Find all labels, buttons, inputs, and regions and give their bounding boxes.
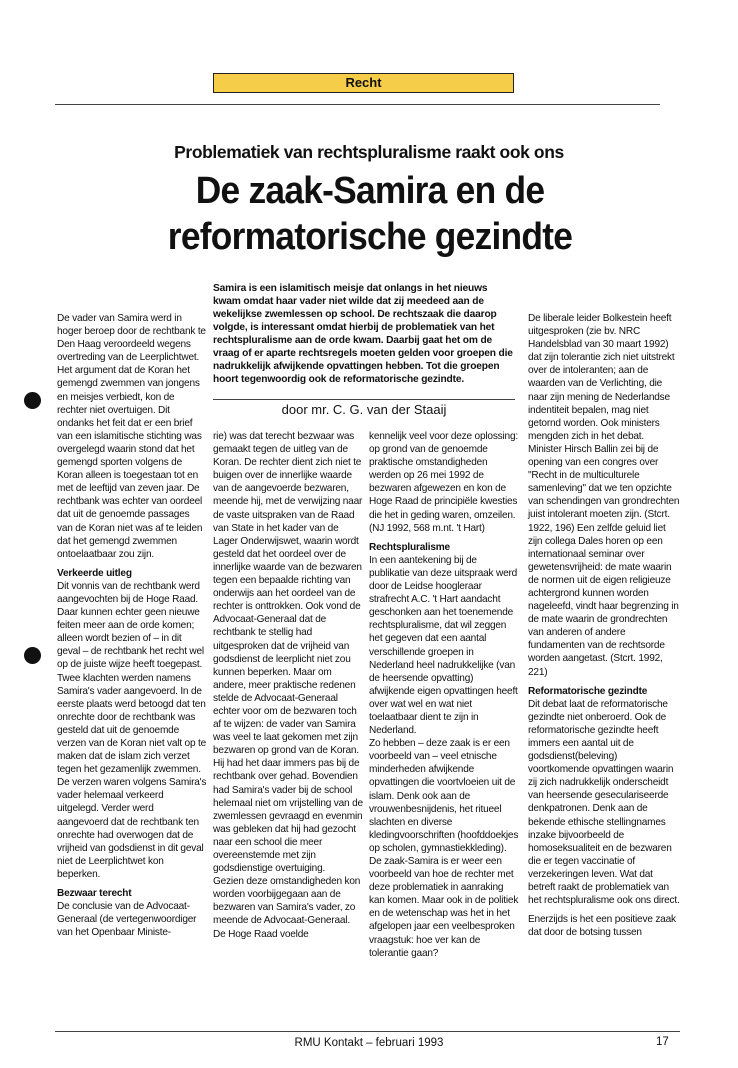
- column-4: [528, 312, 680, 939]
- col3-paragraph-1: kennelijk veel voor deze oplossing: op grond van de genoemde praktische omstandigheden werden op 26 mei 1992 de bezwaren afgewezen en kon de Hoge Raad de principiële kwesties die het in geding waren, omzeilen. (NJ 1992, 568 m.nt. 't Hart): [369, 431, 518, 534]
- col2-paragraph-1: rie) was dat terecht bezwaar was gemaakt tegen de uitleg van de Koran. De rechter dient zich niet te buigen over de innerlijke waarde van de aangevoerde bezwaren, meende hij, met de verwijzing naar de vaste uitspraken van de Raad van State in het kader van de Lager Onderwijswet, waarin wordt gesteld dat het oordeel over de innerlijke waarde van de bezwaren tegen een bepaalde richting van onderwijs aan het oordeel van de rechter is onttrokken. Ook vond de Advocaat-Generaal dat de rechtbank te stellig had uitgesproken dat de vrijheid van godsdienst de leerplicht niet zou kunnen beperken. Maar om andere, meer praktische redenen stelde de Advocaat-Generaal echter voor om de bezwaren toch af te wijzen: de vader van Samira was veel te laat gekomen met zijn bezwaren op grond van de Koran. Hij had het daar immers pas bij de rechtbank over gehad. Bovendien had Samira's vader bij de school helemaal niet om vrijstelling van de zwemlessen gevraagd en evenmin was gebleken dat hij had gezocht naar een school die meer overeenstemde met zijn godsdienstige overtuiging.: [213, 431, 363, 875]
- col4-heading-1: Reformatorische gezindte: [528, 685, 648, 697]
- col4-paragraph-2: Dit debat laat de reformatorische gezindte niet onberoerd. Ook de reformatorische gezindte heeft immers een aantal uit de godsdienst(beleving) voortkomende opvattingen waarin zij zich nadrukkelijk onderscheidt van heersende geseculariseerde denkpatronen. Denk aan de bekende ethische stellingnames inzake bijvoorbeeld de homoseksualiteit en de bezwaren die er tegen vaccinatie of verzekeringen leven. Wat dat betreft raakt de problematiek van het rechtspluralisme ook ons direct.: [528, 698, 680, 907]
- headline-line-2: reformatorische gezindte: [167, 216, 573, 258]
- column-1: [57, 312, 207, 939]
- byline: door mr. C. G. van der Staaij: [281, 402, 447, 417]
- col2-paragraph-2: Gezien deze omstandigheden kon worden voorbijgegaan aan de bezwaren van Samira's vader, zo meende de Advocaat-Generaal. De Hoge Raad voelde: [213, 876, 361, 940]
- col1-heading-1: Verkeerde uitleg: [57, 567, 132, 579]
- col1-paragraph-2: Dit vonnis van de rechtbank werd aangevochten bij de Hoge Raad. Daar kunnen echter geen nieuwe feiten meer aan de orde komen; alleen wordt bezien of – in dit geval – de rechtbank het recht wel op de juiste wijze heeft toegepast.: [57, 580, 204, 671]
- col4-paragraph-1: De liberale leider Bolkestein heeft uitgesproken (zie bv. NRC Handelsblad van 30 maart 1992) dat zijn tolerantie zich niet uitstrekt over de intoleranten; aan de waarden van de Verlichting, die naar zijn mening de Nederlandse indentiteit bepalen, mag niet getornd worden. Ook ministers mengden zich in het debat. Minister Hirsch Ballin zei bij de opening van een congres over "Recht in de multiculturele samenleving" dat we ten opzichte van schendingen van grondrechten juist intolerant moeten zijn. (Stcrt. 1922, 196) Een zelfde geluid liet zijn collega Dales horen op een internationaal seminar over gewetensvrijheid: de mate waarin de normen uit de eigen religieuze achtergrond kunnen worden nageleefd, vindt haar begrenzing in de mate waarin de grondrechten van anderen of andere fundamenten van de rechtsorde worden aangetast. (Stcrt. 1992, 221): [528, 313, 680, 678]
- column-3: [369, 430, 519, 960]
- col1-heading-2: Bezwaar terecht: [57, 888, 132, 900]
- column-2: [213, 430, 363, 941]
- headline-line-1: De zaak-Samira en de: [195, 170, 545, 212]
- col4-paragraph-3: Enerzijds is het een positieve zaak dat door de botsing tussen: [528, 914, 676, 939]
- headline: [110, 168, 631, 260]
- punch-hole-bottom: [24, 647, 41, 664]
- header-rule: [55, 104, 660, 105]
- col1-paragraph-3: Twee klachten werden namens Samira's vader aangevoerd. In de eerste plaats werd betoogd dat ten onrechte door de rechtbank was gesteld dat uit de genoemde verzen van de Koran niet valt op te maken dat de islam zich verzet tegen het gezamenlijk zwemmen. De verzen waren volgens Samira's vader helemaal verkeerd uitgelegd. Verder werd aangevoerd dat de rechtbank ten onrechte had overwogen dat de vrijheid van godsdienst in dit geval niet de Leerplichtwet kon beperken.: [57, 672, 207, 880]
- col3-paragraph-2: In een aantekening bij de publikatie van deze uitspraak werd door de Leidse hoogleraar strafrecht A.C. 't Hart aandacht geschonken aan het toenemende rechtspluralisme, dat wil zeggen het gegeven dat een aantal verschillende groepen in Nederland heel nadrukkelijke (van de heersende opvatting) afwijkende eigen opvattingen heeft over wat wel en wat niet toelaatbaar dient te zijn in Nederland.: [369, 554, 518, 737]
- section-label: Recht: [213, 73, 514, 93]
- byline-rule: [213, 399, 515, 400]
- col3-paragraph-3: Zo hebben – deze zaak is er een voorbeeld van – veel etnische minderheden afwijkende opvattingen die voortvloeien uit de islam. Denk ook aan de vrouwenbesnijdenis, het ritueel slachten en diverse kledingvoorschriften (hoofddoekjes op scholen, gymnastiekkleding). De zaak-Samira is er weer een voorbeeld van hoe de rechter met deze problematiek in aanraking kan komen. Maar ook in de politiek en de wetenschap was het in het afgelopen jaar een veelbesproken vraagstuk: hoe ver kan de tolerantie gaan?: [369, 738, 519, 959]
- footer-rule: [55, 1031, 680, 1032]
- page-number: 17: [656, 1036, 669, 1048]
- punch-hole-top: [24, 392, 41, 409]
- col1-paragraph-1: De vader van Samira werd in hoger beroep door de rechtbank te Den Haag veroordeeld wegens overtreding van de Leerplichtwet. Het argument dat de Koran het gemengd zwemmen van jongens en meisjes verbiedt, kon de rechter niet overtuigen. Dit ondanks het feit dat er een brief van een islamitische stichting was overgelegd waarin stond dat het gemengd sporten volgens de Koran alleen is toegestaan tot en met de leeftijd van zeven jaar. De rechtbank was echter van oordeel dat uit de genoemde passages van de Koran niet was af te leiden dat het gemengd zwemmen ontoelaatbaar zou zijn.: [57, 313, 206, 560]
- footer-text: RMU Kontakt – februari 1993: [294, 1037, 444, 1049]
- col3-heading-1: Rechtspluralisme: [369, 541, 450, 553]
- col1-paragraph-4: De conclusie van de Advocaat-Generaal (de vertegenwoordiger van het Openbaar Ministe-: [57, 901, 197, 939]
- kicker: Problematiek van rechtspluralisme raakt ook ons: [174, 142, 564, 162]
- intro-text: Samira is een islamitisch meisje dat onlangs in het nieuws kwam omdat haar vader niet wilde dat zij meedeed aan de wekelijkse zwemlessen op school. De rechtszaak die daarop volgde, is interessant omdat hierbij de problematiek van het rechtspluralisme aan de orde kwam. Daarbij gaat het om de vraag of er aparte rechtsregels moeten gelden voor groepen die nadrukkelijk afwijkende opvattingen hebben. Tot die groepen hoort tegenwoordig ook de reformatorische gezindte.: [213, 283, 513, 385]
